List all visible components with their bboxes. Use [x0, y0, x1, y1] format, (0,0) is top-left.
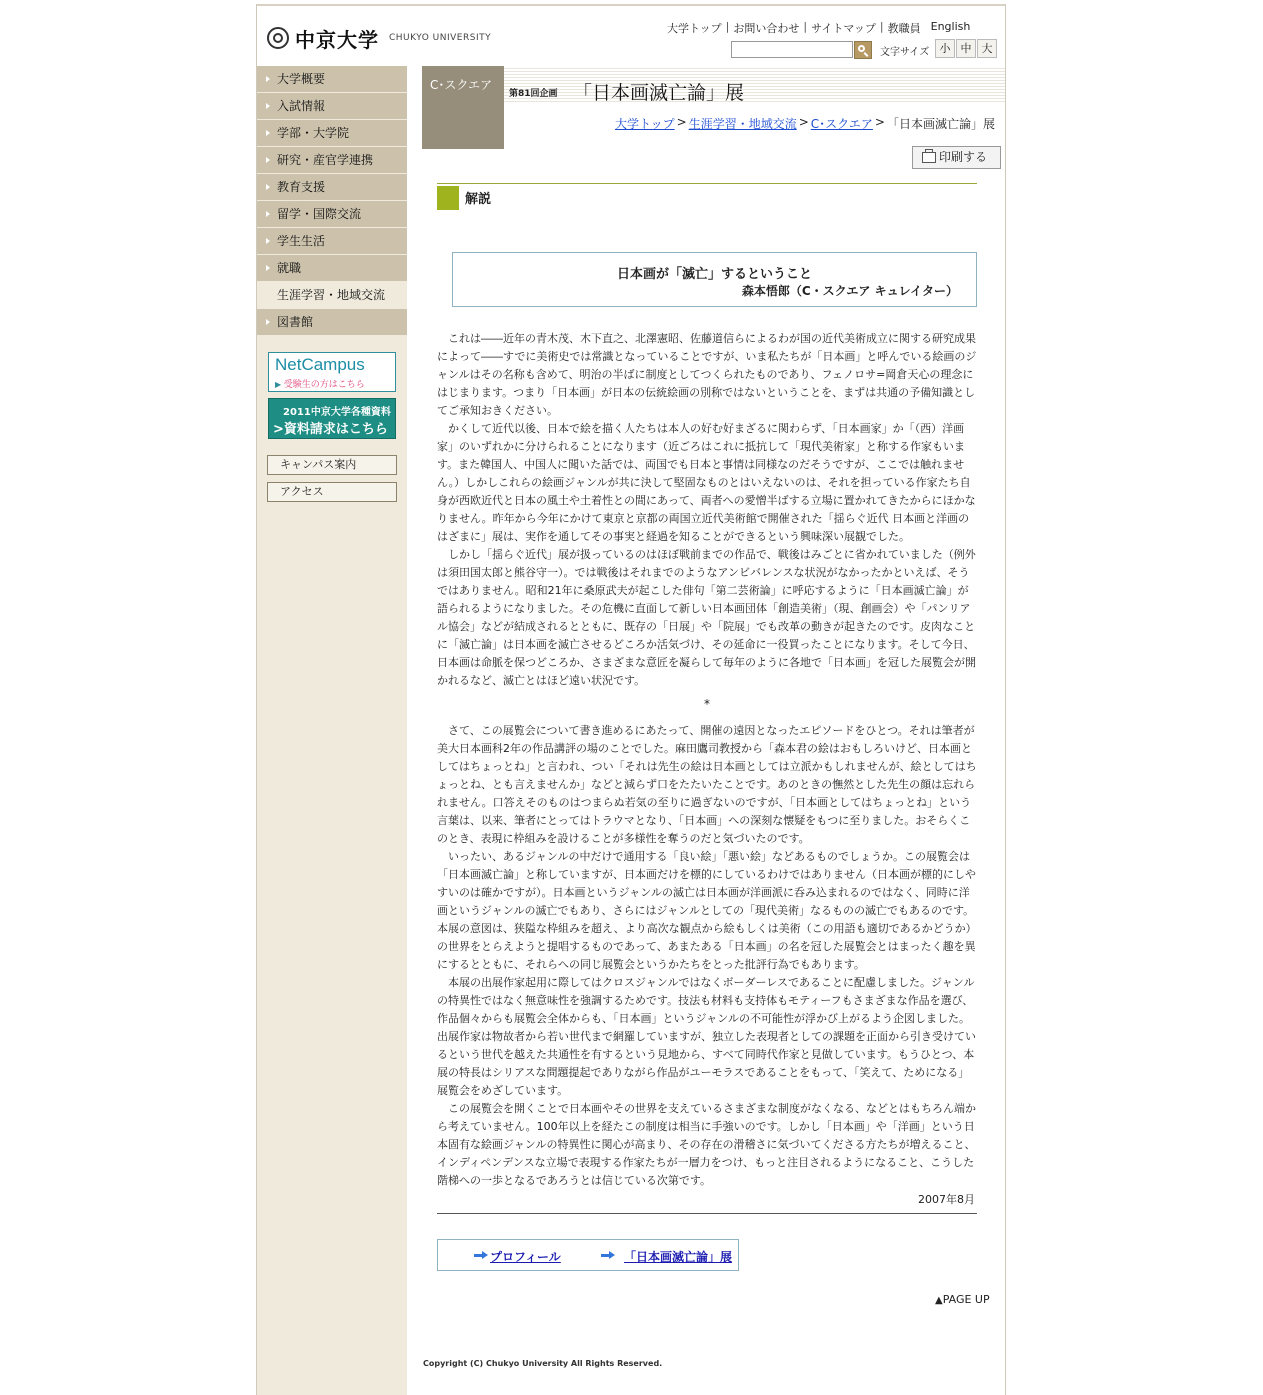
paragraph: しかし「揺らぐ近代」展が扱っているのはほぼ戦前までの作品で、戦後はみごとに省かれていました（例外は須田国太郎と熊谷守一）。では戦後はそれまでのようなアンビバレンスな状況がなかったかといえば、そうではありません。昭和21年に桑原武夫が起こした俳句「第二芸術論」に呼応するように「日本画滅亡論」が語られるようになりました。その危機に直面して新しい日本画団体「創造美術」（現、創画会）や「パンリアル協会」などが結成されるとともに、既存の「日展」や「院展」でも改革の動きが起きたのです。皮肉なことに「滅亡論」は日本画を滅亡させるどころか活気づけ、その延命に一役買ったことになります。そして今日、日本画は命脈を保つどころか、さまざまな意匠を凝らして毎年のように各地で「日本画」を冠した展覧会が開かれるなど、滅亡とはほど遠い状況です。 — [437, 548, 976, 687]
search-input[interactable] — [731, 41, 853, 58]
content-end-divider — [437, 1213, 977, 1214]
essay-heading-box — [452, 252, 977, 307]
breadcrumb-separator: > — [798, 115, 809, 129]
paragraph: 本展の出展作家起用に際してはクロスジャンルではなくボーダーレスであることに配慮しました。ジャンルの特異性ではなく無意味性を強調するためです。技法も材料も支持体もモティーフもさまざまな作品を選び、作品個々からも展覧会全体からも、「日本画」というジャンルの不可能性が浮かび上がるよう企図しました。出展作家は物故者から若い世代まで網羅していますが、独立した表現者としての課題を正面から引き受けているという世代を越えた共通性を有するという見地から、すべて同時代作家と見做しています。もうひとつ、本展の特長はシリアスな問題提起でありながら作品がユーモラスであることをもって、「笑えて、ためになる」展覧会をめざしています。 — [437, 976, 976, 1097]
c-square-label: C･スクエア — [430, 78, 493, 92]
breadcrumb-top[interactable]: 大学トップ — [615, 117, 675, 131]
separator: | — [803, 20, 808, 33]
document-request-line2: >資料請求はこちら — [273, 422, 388, 437]
section-separator-star: * — [704, 697, 710, 711]
breadcrumb-c-square[interactable]: C･スクエア — [810, 117, 873, 131]
sidebar-item-overview[interactable]: 大学概要 — [257, 66, 407, 92]
page-container — [256, 4, 1006, 1395]
sidebar-item-admissions[interactable]: 入試情報 — [257, 93, 407, 119]
access-button[interactable]: アクセス — [267, 482, 397, 502]
sidebar-item-library[interactable]: 図書館 — [257, 309, 407, 335]
util-link-contact[interactable]: お問い合わせ — [733, 22, 800, 35]
breadcrumb — [615, 115, 995, 132]
essay-body-part1 — [437, 330, 977, 690]
printer-icon — [922, 152, 936, 163]
search-icon[interactable] — [854, 41, 872, 59]
top-border — [257, 4, 1005, 6]
essay-body-part2 — [437, 722, 977, 1190]
university-emblem-icon — [267, 27, 289, 49]
paragraph: この展覧会を開くことで日本画やその世界を支えているさまざまな制度がなくなる、などとはもちろん端から考えていません。100年以上を経たこの制度は相当に手強いのです。しかし「日本画」や「洋画」という日本固有な絵画ジャンルの特異性に関心が高まり、その存在の滑稽さに気づいてくださる方たちが増えること、インディペンデンスな立場で表現する作家たちが一層力をつけ、もっと注目されるようになること、こうした階梯への一歩となるであろうとは信じている次第です。 — [437, 1102, 976, 1187]
sidebar-item-international[interactable]: 留学・国際交流 — [257, 201, 407, 227]
separator: | — [879, 20, 884, 33]
logo-japanese: 中京大学 — [295, 27, 379, 52]
util-link-top[interactable]: 大学トップ — [667, 22, 722, 35]
exhibition-number: 第81回企画 — [509, 89, 558, 99]
copyright: Copyright (C) Chukyo University All Rights Reserved. — [423, 1359, 663, 1368]
sidebar-item-education[interactable]: 教育支援 — [257, 174, 407, 200]
print-button[interactable] — [912, 146, 1001, 169]
font-size-large-button[interactable]: 大 — [977, 39, 997, 58]
print-label: 印刷する — [939, 150, 988, 164]
related-links-box — [437, 1239, 739, 1271]
netcampus-subtitle: ▶ 受験生の方はこちら — [275, 377, 365, 390]
util-link-english[interactable]: English — [930, 20, 971, 33]
essay-title: 日本画が「滅亡」するということ — [616, 267, 812, 282]
paragraph: かくして近代以後、日本で絵を描く人たちは本人の好む好まざるに関わらず、「日本画家」か「（西）洋画家」のいずれかに分けられることになります（近ごろはこれに抵抗して「現代美術家」と称する作家もいます。また韓国人、中国人に聞いた話では、両国でも日本と事情は同様なのだそうですが、ここでは触れません。）しかしこれらの絵画ジャンルが共に決して堅固なものとはいえないのは、それを担っている作家たち自身が西欧近代と日本の風土や土着性との間にあって、両者への愛憎半ばする立場に置かれてきたからにほかなりません。昨年から今年にかけて東京と京都の両国立近代美術館で開催された「揺らぐ近代 日本画と洋画のはざまに」展は、実作を通してその事実と経過を知ることができるという興味深い展観でした。 — [437, 422, 976, 543]
util-link-staff[interactable]: 教職員 — [887, 22, 921, 35]
section-title: 解説 — [465, 192, 492, 207]
site-logo[interactable] — [267, 26, 491, 50]
breadcrumb-separator: > — [676, 115, 687, 129]
sidebar-item-career[interactable]: 就職 — [257, 255, 407, 281]
page-title: 「日本画滅亡論」展 — [573, 82, 745, 104]
essay-date: 2007年8月 — [918, 1193, 975, 1206]
c-square-block — [422, 66, 504, 149]
sidebar-item-student-life[interactable]: 学生生活 — [257, 228, 407, 254]
sidebar-item-faculties[interactable]: 学部・大学院 — [257, 120, 407, 146]
separator: | — [725, 20, 730, 33]
netcampus-banner[interactable] — [268, 352, 396, 392]
netcampus-title: NetCampus — [275, 355, 365, 374]
sidebar-item-research[interactable]: 研究・産官学連携 — [257, 147, 407, 173]
breadcrumb-lifelong[interactable]: 生涯学習・地域交流 — [688, 117, 797, 131]
paragraph: さて、この展覧会について書き進めるにあたって、開催の遠因となったエピソードをひとつ。それは筆者が美大日本画科2年の作品講評の場のことでした。麻田鷹司教授から「森本君の絵はおもしろいけど、日本画としてはちょっとね」と言われ、つい「それは先生の絵は日本画としては立派かもしれませんが、絵としてはちょっとね、とも言えませんか」などと減らず口をたたいたことです。あのときの憮然とした先生の顔は忘れられません。口答えそのものはつまらぬ若気の至りに過ぎないのですが、「日本画としてはちょっとね」という言葉は、以来、筆者にとってはトラウマとなり、「日本画」への深刻な懐疑をもつに至りました。おそらくこのとき、表現に枠組みを設けることが多様性を奪うのだと気づいたのです。 — [437, 724, 977, 845]
utility-links — [667, 20, 970, 36]
exhibition-link[interactable]: 「日本画滅亡論」展 — [624, 1250, 733, 1264]
arrow-right-icon — [601, 1252, 615, 1259]
sidebar-item-lifelong-learning[interactable]: 生涯学習・地域交流 — [257, 282, 407, 308]
font-size-medium-button[interactable]: 中 — [956, 39, 976, 58]
font-size-small-button[interactable]: 小 — [935, 39, 955, 58]
document-request-banner[interactable] — [268, 398, 396, 439]
profile-link[interactable]: プロフィール — [490, 1250, 561, 1264]
paragraph: いったい、あるジャンルの中だけで通用する「良い絵」「悪い絵」などあるものでしょうか。この展覧会は「日本画滅亡論」と称していますが、日本画だけを標的にしているわけではありません（日本画が標的にしやすいのは確かですが）。日本画というジャンルの滅亡は日本画が洋画派に呑み込まれるのではなく、同時に洋画というジャンルの滅亡でもあり、さらにはジャンルとしての「現代美術」なるものの滅亡でもあるのです。本展の意図は、狭隘な枠組みを超え、より高次な観点から絵もしくは美術（この用語も適切であるかどうか）の世界をとらえようと提唱するものであって、あまたある「日本画」の名を冠した展覧会とはまったく趣を異にするとともに、それらへの同じ展覧会というかたちをとった批評行為でもあります。 — [437, 850, 977, 971]
sidebar — [257, 66, 407, 1395]
logo-english: CHUKYO UNIVERSITY — [389, 33, 492, 43]
campus-guide-button[interactable]: キャンパス案内 — [267, 455, 397, 475]
paragraph: これは――近年の青木茂、木下直之、北澤憲昭、佐藤道信らによるわが国の近代美術成立に関する研究成果によって――すでに美術史では常識となっていることですが、いま私たちが「日本画」と呼んでいる絵画のジャンルはその名称も含めて、明治の半ばに制度としてつくられたものであり、フェノロサ=岡倉天心の理念にはじまります。つまり「日本画」が日本の伝統絵画の別称ではないということを、まずは共通の予備知識としてご承知おきください。 — [437, 332, 977, 417]
section-marker — [437, 186, 459, 210]
document-request-line1: 2011中京大学各種資料 — [283, 407, 391, 418]
font-size-label: 文字サイズ — [880, 47, 930, 58]
breadcrumb-current: 「日本画滅亡論」展 — [886, 117, 995, 131]
section-divider — [437, 183, 977, 184]
util-link-sitemap[interactable]: サイトマップ — [811, 22, 876, 35]
arrow-right-icon — [474, 1252, 488, 1259]
essay-author: 森本悟郎（C・スクエア キュレイター） — [741, 284, 958, 298]
breadcrumb-separator: > — [874, 115, 885, 129]
page-up-link[interactable]: ▲ PAGE UP — [935, 1293, 990, 1306]
